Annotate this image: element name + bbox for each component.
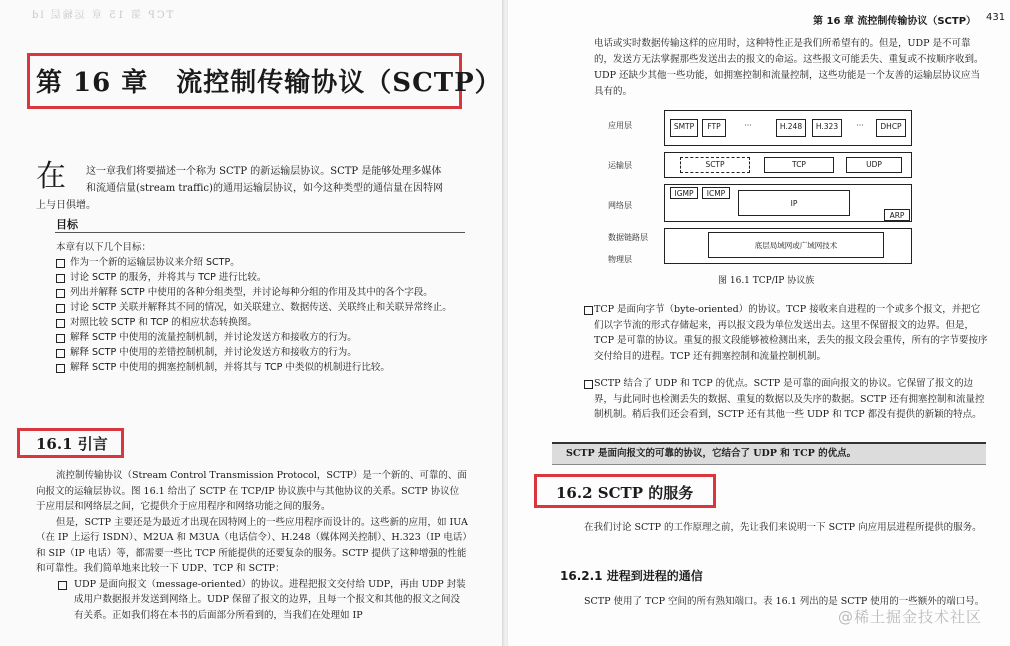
sctp-box: SCTP	[680, 157, 750, 173]
ellipsis: ···	[856, 121, 864, 130]
tcpip-diagram	[608, 108, 980, 270]
objective-item: 列出并解释 SCTP 中使用的各种分组类型，并讨论每种分组的作用及其中的各个字段。	[56, 285, 466, 300]
checkbox-icon	[56, 349, 65, 358]
layer-label-datalink: 数据链路层	[608, 233, 648, 242]
chapter-number: 第 16 章	[36, 68, 149, 98]
body-paragraph: SCTP 使用了 TCP 空间的所有熟知端口。表 16.1 列出的是 SCTP 使用的一些额外的端口号。	[584, 596, 985, 607]
layer-label-application: 应用层	[608, 121, 632, 130]
protocol-box: H.248	[776, 119, 806, 137]
body-paragraph: 电话或实时数据传输这样的应用时，这种特性正是我们所希望有的。但是，UDP 是不可靠的，发送方无法掌握那些发送出去的报文的命运。这些报文可能丢失、重复或不按顺序收到。UDP 还缺少其他一些功能，如拥塞控制和流量控制，这些功能是一个友善的运输层协议应当具有的。	[594, 38, 984, 97]
key-point-text: SCTP 是面向报文的可靠的协议，它结合了 UDP 和 TCP 的优点。	[566, 448, 857, 459]
bullet-tcp: TCP 是面向字节（byte-oriented）的协议。TCP 接收来自进程的一个或多个报文，并把它们以字节流的形式存储起来，再以报文段为单位发送出去。这里不保留报文的边界。但是，TCP 是可靠的协议。重复的报文段能够被检测出来，丢失的报文段会重传，所有的字节要按序交付给目的进程。TCP 还有拥塞控制和流量控制机制。	[594, 302, 989, 364]
section2-body	[564, 520, 988, 536]
protocol-box: SMTP	[670, 119, 698, 137]
objectives-intro: 本章有以下几个目标：	[56, 242, 152, 253]
chapter-name: 流控制传输协议（SCTP）	[176, 68, 502, 98]
checkbox-icon	[584, 380, 593, 389]
checkbox-icon	[584, 306, 593, 315]
right-page	[508, 0, 1010, 646]
objective-item: 作为一个新的运输层协议来介绍 SCTP。	[56, 255, 466, 270]
udp-box: UDP	[846, 157, 902, 173]
bleed-through-text: TCP 第 15 章 运输层 ld	[30, 10, 174, 21]
body-paragraph: 流控制传输协议（Stream Control Transmission Protocol，SCTP）是一个新的、可靠的、面向报文的运输层协议。图 16.1 给出了 SCTP 在 TCP/IP 协议族中与其他协议的关系。SCTP 协议位于应用层和网络层之间，它提供介于应用程序和网络功能之间的服务。	[36, 470, 467, 512]
lower-tech-box: 底层局域网或广域网技术	[708, 232, 884, 258]
checkbox-icon	[58, 581, 67, 590]
section2-title: 16.2 SCTP 的服务	[556, 484, 694, 502]
intro-dropcap: 在	[36, 159, 66, 194]
checkbox-icon	[56, 274, 65, 283]
igmp-box: IGMP	[670, 187, 698, 199]
checkbox-icon	[56, 304, 65, 313]
subsection-title: 16.2.1 进程到进程的通信	[560, 569, 703, 583]
left-page	[0, 0, 502, 646]
layer-label-network: 网络层	[608, 201, 632, 210]
checkbox-icon	[56, 334, 65, 343]
protocol-box: DHCP	[876, 119, 906, 137]
intro-line: 和流通信量(stream traffic)的通用运输层协议，如今这种类型的通信量在因特网	[86, 183, 443, 194]
intro-paragraph	[36, 163, 472, 214]
protocol-box: H.323	[812, 119, 842, 137]
layer-label-physical: 物理层	[608, 255, 632, 264]
ip-box: IP	[738, 190, 850, 216]
objectives-list	[56, 240, 466, 375]
checkbox-icon	[56, 259, 65, 268]
objective-item: 解释 SCTP 中使用的流量控制机制，并讨论发送方和接收方的行为。	[56, 330, 466, 345]
intro-line: 这一章我们将要描述一个称为 SCTP 的新运输层协议。SCTP 是能够处理多媒体	[86, 166, 442, 177]
objective-item: 讨论 SCTP 的服务，并将其与 TCP 进行比较。	[56, 270, 466, 285]
body-paragraph: 在我们讨论 SCTP 的工作原理之前，先让我们来说明一下 SCTP 向应用层进程所提供的服务。	[584, 522, 982, 533]
body-paragraph: 但是，SCTP 主要还是为最近才出现在因特网上的一些应用程序而设计的。这些新的应用，如 IUA（在 IP 上运行 ISDN）、M2UA 和 M3UA（电话信令）、H.248（媒体网关控制）、H.323（IP 电话）和 SIP（IP 电话）等，都需要一些比 TCP 所能提供的还要复杂的服务。SCTP 提供了这种增强的性能和可靠性。我们简单地来比较一下 UDP、TCP 和 SCTP：	[36, 516, 468, 574]
chapter-title	[36, 62, 502, 99]
icmp-box: ICMP	[702, 187, 730, 199]
protocol-box: FTP	[702, 119, 726, 137]
bullet-udp: UDP 是面向报文（message-oriented）的协议。进程把报文交付给 UDP，再由 UDP 封装成用户数据报并发送到网络上。UDP 保留了报文的边界，且每一个报文和其他的报文之间没有关系。正如我们将在本书的后面部分所看到的，当我们在处理如 IP	[36, 577, 468, 624]
checkbox-icon	[56, 289, 65, 298]
intro-line: 上与日俱增。	[36, 200, 96, 211]
checkbox-icon	[56, 319, 65, 328]
objective-item: 解释 SCTP 中使用的拥塞控制机制，并将其与 TCP 中类似的机制进行比较。	[56, 360, 466, 375]
objectives-rule	[55, 232, 465, 233]
ellipsis: ···	[744, 121, 752, 130]
checkbox-icon	[56, 364, 65, 373]
objective-item: 讨论 SCTP 关联并解释其不同的情况，如关联建立、数据传送、关联终止和关联异常终止。	[56, 300, 466, 315]
objective-item: 对照比较 SCTP 和 TCP 的相应状态转换图。	[56, 315, 466, 330]
arp-box: ARP	[884, 209, 910, 221]
figure-caption: 图 16.1 TCP/IP 协议族	[718, 276, 815, 286]
section-body	[36, 468, 468, 623]
page-number: 431	[986, 12, 1006, 23]
layer-label-transport: 运输层	[608, 161, 632, 170]
objectives-heading: 目标	[56, 218, 78, 231]
bullet-sctp: SCTP 结合了 UDP 和 TCP 的优点。SCTP 是可靠的面向报文的协议。它保留了报文的边界，与此同时也检测丢失的数据、重复的数据以及失序的数据。SCTP 还有拥塞控制和流量控制机制。稍后我们还会看到，SCTP 还有其他一些 UDP 和 TCP 都没有提供的新颖的特点。	[594, 376, 989, 423]
section-title: 16.1 引言	[36, 435, 108, 453]
tcp-box: TCP	[764, 157, 834, 173]
objective-item: 解释 SCTP 中使用的差错控制机制，并讨论发送方和接收方的行为。	[56, 345, 466, 360]
watermark: @稀土掘金技术社区	[838, 608, 983, 626]
running-head: 第 16 章 流控制传输协议（SCTP）	[813, 16, 977, 27]
